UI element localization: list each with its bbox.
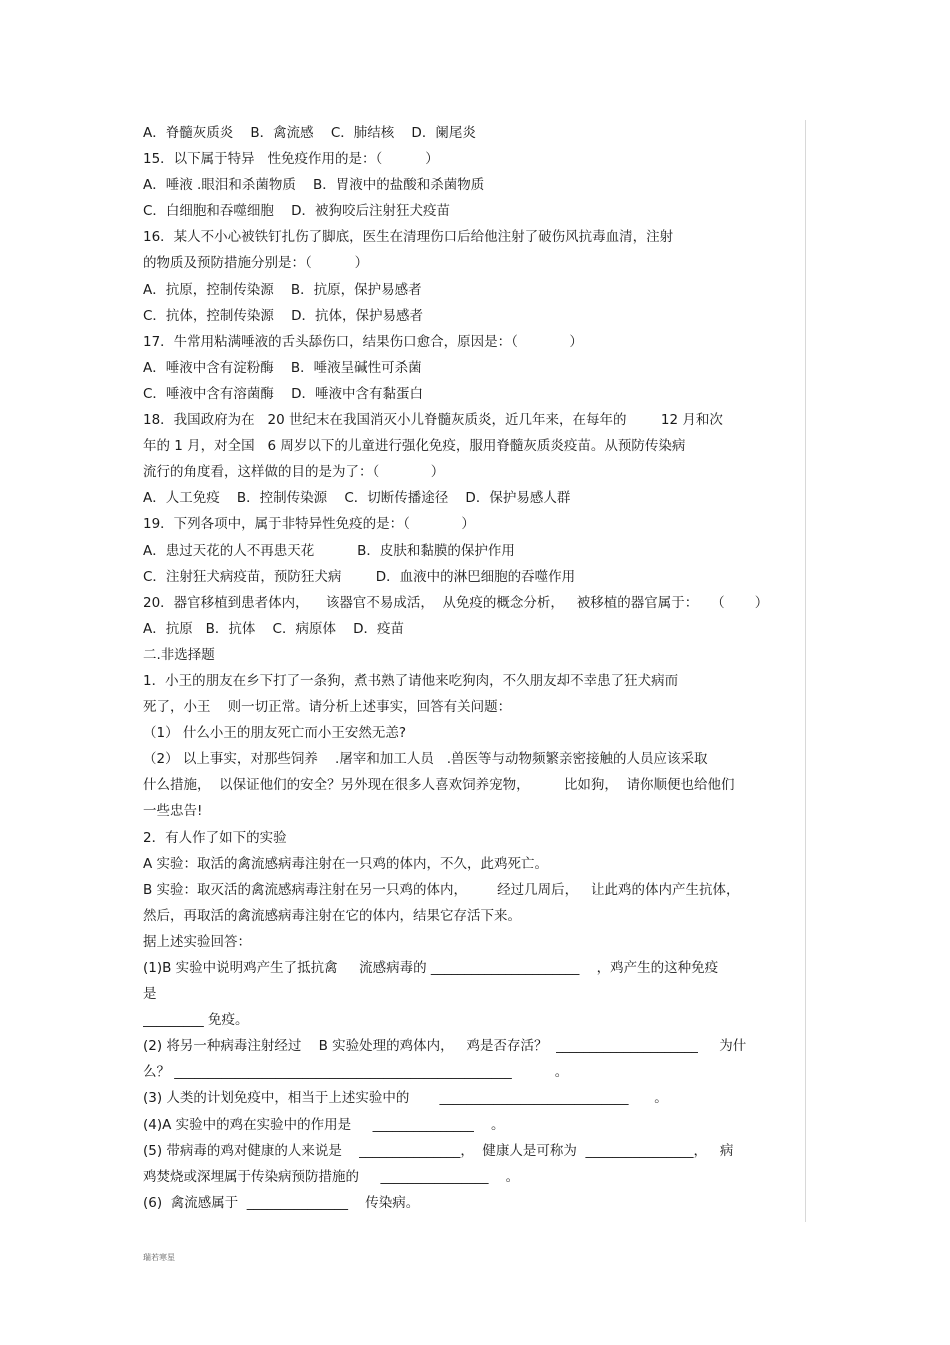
q17-options-ab: A．唾液中含有淀粉酶 B．唾液呈碱性可杀菌 [143, 359, 422, 376]
right-margin-rule [805, 120, 806, 1222]
q20-options: A．抗原 B．抗体 C．病原体 D．疫苗 [143, 620, 405, 637]
q19-options-ab: A．患过天花的人不再患天花 B．皮肤和黏膜的保护作用 [143, 542, 515, 559]
p1-sub2-line1: （2） 以上事实，对那些饲养 .屠宰和加工人员 .兽医等与动物频繁亲密接触的人员应该采取 [143, 751, 708, 768]
q18-stem-line3: 流行的角度看，这样做的目的是为了：（ ） [143, 464, 445, 481]
p2-q1-line1: (1)B 实验中说明鸡产生了抵抗禽 流感病毒的 ______________________ ，鸡产生的这种免疫 [143, 960, 719, 976]
p1-stem-line2: 死了，小王 则一切正常。请分析上述事实，回答有关问题： [143, 699, 512, 716]
p2-q4: (4)A 实验中的鸡在实验中的作用是 _______________ 。 [143, 1116, 505, 1133]
p1-sub2-line3: 一些忠告! [143, 803, 203, 820]
q16-options-cd: C．抗体，控制传染源 D．抗体，保护易感者 [143, 307, 423, 324]
p2-q1-line3: _________ 免疫。 [143, 1012, 249, 1029]
p1-stem-line1: 1．小王的朋友在乡下打了一条狗，煮书熟了请他来吃狗肉，不久朋友却不幸患了狂犬病而 [143, 672, 679, 689]
p2-q6: (6) 禽流感属于 _______________ 传染病。 [143, 1194, 420, 1211]
q15-options-ab: A．唾液 .眼泪和杀菌物质 B．胃液中的盐酸和杀菌物质 [143, 177, 485, 194]
p2-q5-line1: (5) 带病毒的鸡对健康的人来说是 _______________， 健康人是可称为 ________________， 病 [143, 1142, 734, 1159]
p1-sub1: （1） 什么小王的朋友死亡而小王安然无恙? [143, 725, 407, 742]
q18-stem-line2: 年的 1 月，对全国 6 周岁以下的儿童进行强化免疫，服用脊髓灰质炎疫苗。从预防传染病 [143, 438, 686, 455]
q18-options: A．人工免疫 B．控制传染源 C．切断传播途径 D．保护易感人群 [143, 490, 571, 507]
q18-stem-line1: 18．我国政府为在 20 世纪末在我国消灭小儿脊髓灰质炎，近几年来，在每年的 12 月和次 [143, 412, 723, 429]
q16-stem-line1: 16．某人不小心被铁钉扎伤了脚底，医生在清理伤口后给他注射了破伤风抗毒血清，注射 [143, 229, 674, 246]
q19-options-cd: C．注射狂犬病疫苗，预防狂犬病 D．血液中的淋巴细胞的吞噬作用 [143, 568, 576, 585]
p2-q5-line2: 鸡焚烧或深埋属于传染病预防措施的 ________________ 。 [143, 1168, 520, 1185]
q16-stem-line2: 的物质及预防措施分别是：（ ） [143, 255, 369, 272]
section-heading: 二.非选择题 [143, 646, 215, 663]
q17-options-cd: C．唾液中含有溶菌酶 D．唾液中含有黏蛋白 [143, 385, 423, 402]
p2-prompt: 据上述实验回答： [143, 933, 251, 950]
q14-options: A．脊髓灰质炎 B．禽流感 C．肺结核 D．阑尾炎 [143, 125, 476, 141]
p2-experiment-a: A 实验：取活的禽流感病毒注射在一只鸡的体内，不久，此鸡死亡。 [143, 855, 549, 872]
q16-options-ab: A．抗原，控制传染源 B．抗原，保护易感者 [143, 281, 422, 298]
q17-stem: 17．牛常用粘满唾液的舌头舔伤口，结果伤口愈合，原因是：（ ） [143, 333, 583, 350]
p2-q2-line2: 么？ __________________________________________________ 。 [143, 1064, 569, 1081]
p1-sub2-line2: 什么措施， 以保证他们的安全？另外现在很多人喜欢饲养宠物， 比如狗， 请你顺便也给他们 [143, 777, 735, 794]
p2-q2-line1: (2) 将另一种病毒注射经过 B 实验处理的鸡体内， 鸡是否存活？ _____________________ 为什 [143, 1038, 747, 1055]
p2-experiment-b-line1: B 实验：取灭活的禽流感病毒注射在另一只鸡的体内， 经过几周后， 让此鸡的体内产生抗体， [143, 881, 740, 898]
q20-stem: 20．器官移植到患者体内， 该器官不易成活， 从免疫的概念分析， 被移植的器官属于： （ ） [143, 594, 769, 611]
p2-experiment-b-line2: 然后，再取活的禽流感病毒注射在它的体内，结果它存活下来。 [143, 907, 521, 924]
q19-stem: 19．下列各项中，属于非特异性免疫的是：（ ） [143, 516, 475, 533]
q15-stem: 15．以下属于特异 性免疫作用的是：（ ） [143, 151, 439, 168]
p2-q3: (3) 人类的计划免疫中，相当于上述实验中的 ____________________________ 。 [143, 1090, 668, 1107]
p2-q1-line2: 是 [143, 986, 157, 1003]
p2-stem: 2．有人作了如下的实验 [143, 829, 287, 846]
q15-options-cd: C．白细胞和吞噬细胞 D．被狗咬后注射狂犬疫苗 [143, 203, 450, 220]
page-footer: 瑞若寒星 [143, 1253, 175, 1262]
document-body [143, 120, 805, 1216]
